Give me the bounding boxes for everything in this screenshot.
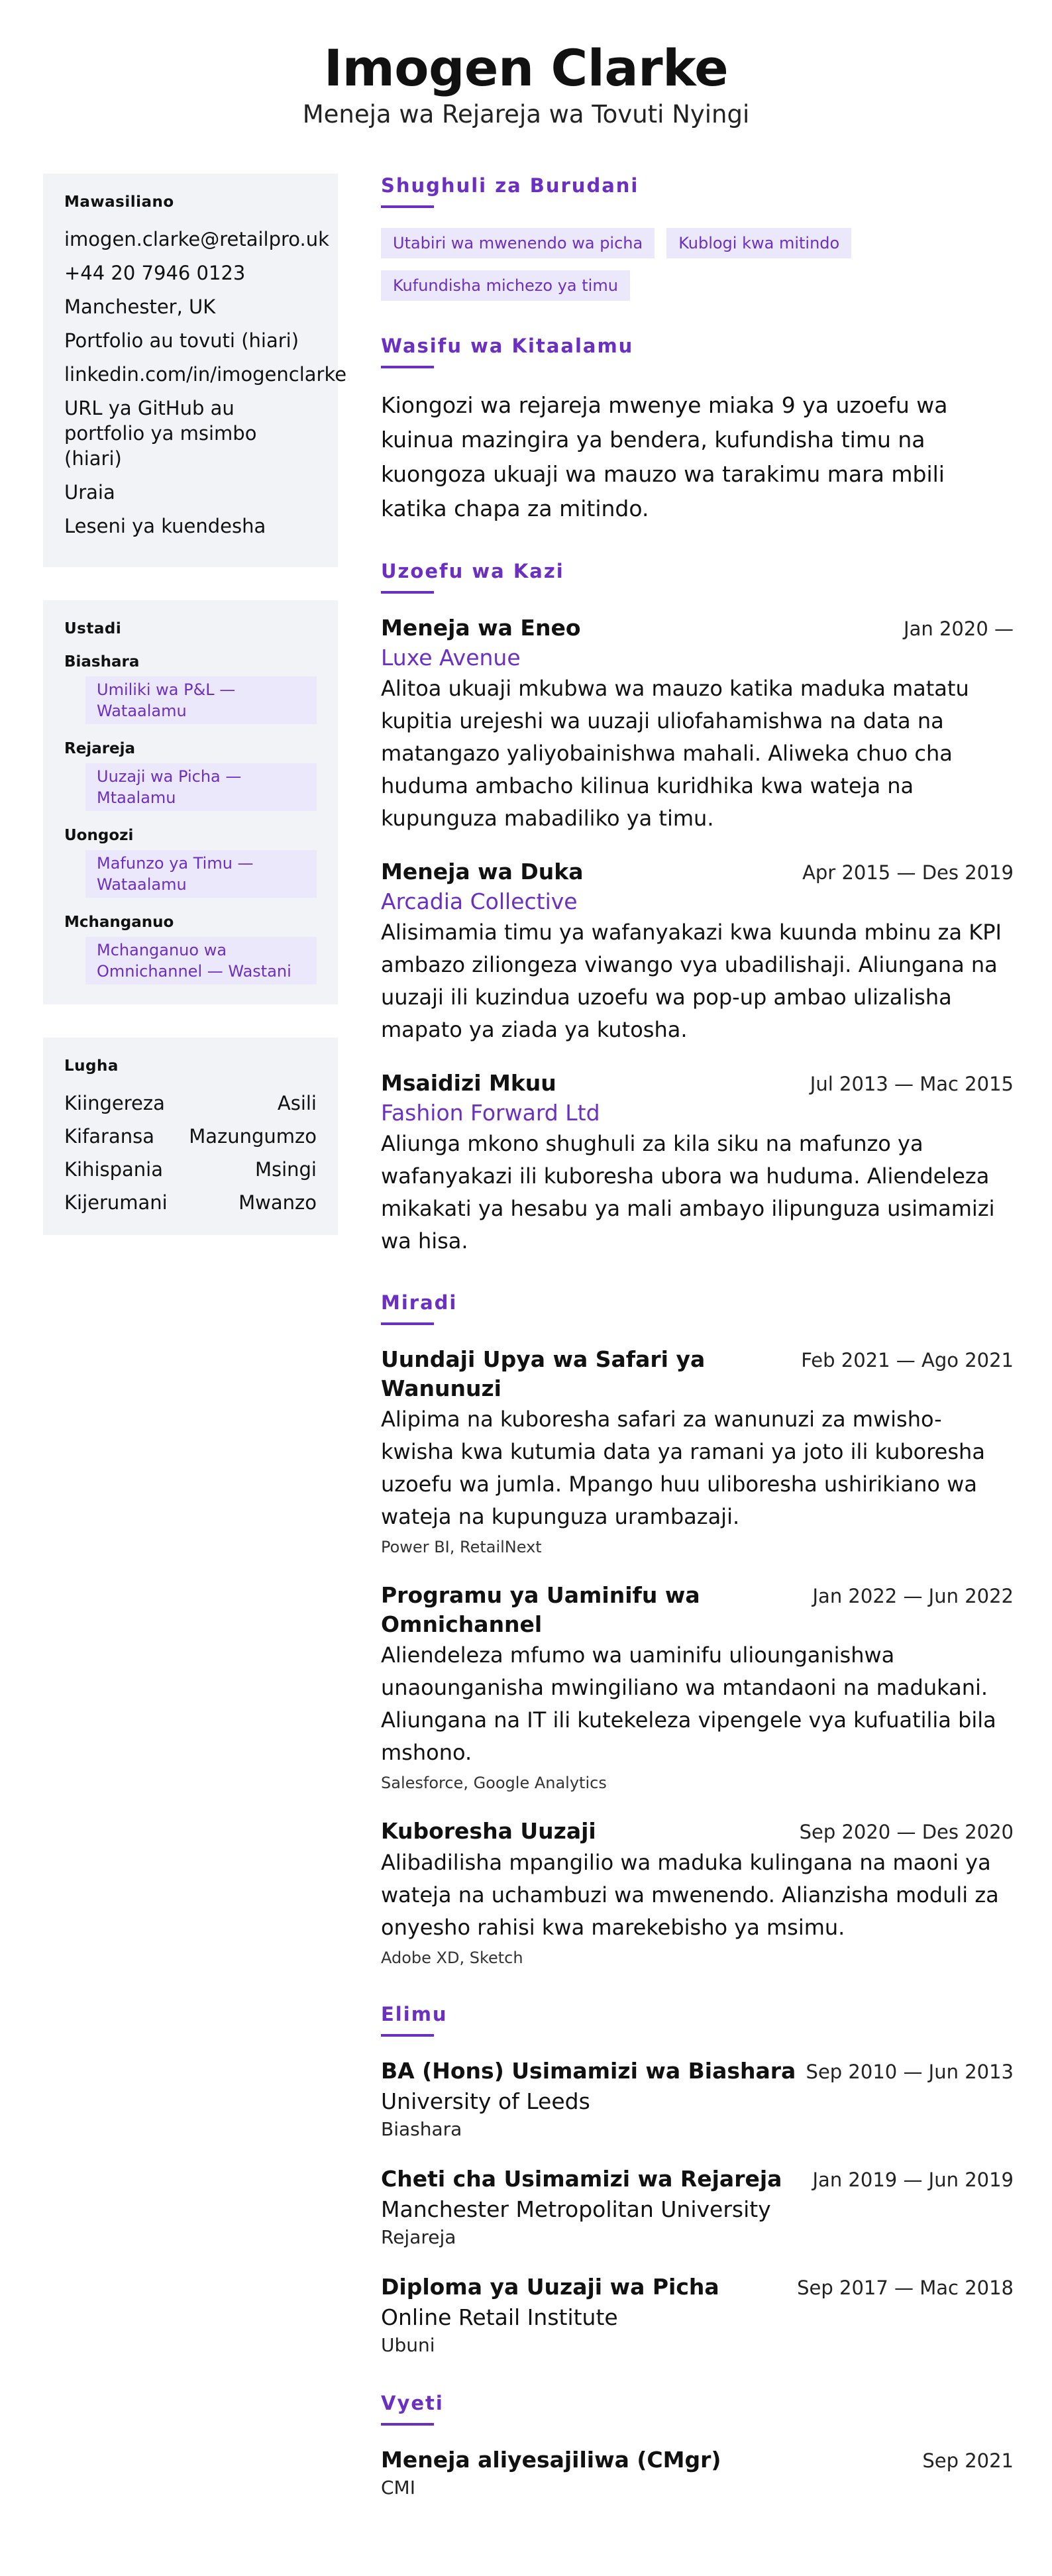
certifications-section	[381, 2391, 1014, 2500]
sidebar	[43, 174, 347, 1268]
languages-card	[43, 1038, 338, 1235]
job-description: Alitoa ukuaji mkubwa wa mauzo katika maduka matatu kupitia urejeshi wa uuzaji uliofahamishwa na data na matangazo yaliyobainishwa mahali. Aliweka chuo cha huduma ambacho kilinua kuridhika kwa wateja na kupunguza mabadiliko ya timu.	[381, 676, 969, 831]
experience-section	[381, 559, 1014, 1258]
degree-title: Diploma ya Uuzaji wa Picha	[381, 2274, 719, 2300]
contact-email[interactable]: imogen.clarke@retailpro.uk	[64, 228, 329, 250]
section-divider	[381, 591, 434, 594]
job-title: Meneja wa Duka	[381, 859, 584, 885]
skill-tag: Uuzaji wa Picha — Mtaalamu	[85, 763, 317, 811]
skill-group	[64, 653, 317, 724]
job-company: Luxe Avenue	[381, 645, 521, 671]
projects-section	[381, 1291, 1014, 1969]
degree-title: Cheti cha Usimamizi wa Rejareja	[381, 2166, 782, 2192]
job-date: Apr 2015 — Des 2019	[802, 861, 1014, 884]
candidate-tagline: Meneja wa Rejareja wa Tovuti Nyingi	[302, 100, 750, 129]
job-title: Msaidizi Mkuu	[381, 1070, 556, 1096]
skill-group	[64, 914, 317, 985]
contact-linkedin[interactable]: linkedin.com/in/imogenclarke	[64, 363, 347, 386]
contact-phone[interactable]: +44 20 7946 0123	[64, 262, 246, 284]
project-tools: Salesforce, Google Analytics	[381, 1774, 607, 1792]
skill-category: Mchanganuo	[64, 914, 174, 931]
project-date: Jan 2022 — Jun 2022	[812, 1585, 1014, 1607]
section-divider	[381, 205, 434, 208]
section-title: Vyeti	[381, 2392, 444, 2414]
project-date: Feb 2021 — Ago 2021	[801, 1349, 1014, 1371]
project-tools: Power BI, RetailNext	[381, 1538, 542, 1556]
skill-tag: Umiliki wa P&L — Wataalamu	[85, 676, 317, 724]
job-company: Fashion Forward Ltd	[381, 1100, 600, 1126]
language-name: Kihispania	[64, 1158, 164, 1181]
skill-category: Rejareja	[64, 740, 136, 757]
summary-text: Kiongozi wa rejareja mwenye miaka 9 ya uzoefu wa kuinua mazingira ya bendera, kufundisha timu na kuongoza ukuaji wa mauzo wa tarakimu mara mbili katika chapa za mitindo.	[381, 392, 948, 521]
hobby-tag: Kublogi kwa mitindo	[666, 228, 851, 258]
education-entry	[381, 2273, 1014, 2358]
field-of-study: Rejareja	[381, 2226, 456, 2248]
project-description: Aliendeleza mfumo wa uaminifu uliounganishwa unaounganisha mwingiliano wa mtandaoni na madukani. Aliungana na IT ili kutekeleza vipengele vya kufuatilia bila mshono.	[381, 1642, 996, 1765]
degree-date: Sep 2017 — Mac 2018	[797, 2277, 1014, 2299]
contact-location: Manchester, UK	[64, 295, 216, 318]
project-description: Alipima na kuboresha safari za wanunuzi za mwisho-kwisha kwa kutumia data ya ramani ya joto ili kuboresha uzoefu wa jumla. Mpango huu uliboresha ushirikiano wa wateja na kupunguza urambazaji.	[381, 1407, 985, 1529]
language-level: Mwanzo	[238, 1191, 317, 1214]
experience-entry	[381, 857, 1014, 1046]
section-title: Wasifu wa Kitaalamu	[381, 335, 634, 357]
contact-portfolio: Portfolio au tovuti (hiari)	[64, 329, 299, 352]
job-date: Jan 2020 —	[904, 617, 1014, 640]
experience-entry	[381, 614, 1014, 835]
certification-date: Sep 2021	[922, 2449, 1014, 2472]
contact-title: Mawasiliano	[64, 193, 174, 211]
section-divider	[381, 2423, 434, 2426]
section-divider	[381, 1322, 434, 1325]
section-title: Miradi	[381, 1291, 458, 1314]
section-title: Uzoefu wa Kazi	[381, 560, 564, 582]
job-description: Alisimamia timu ya wafanyakazi kwa kuunda mbinu za KPI ambazo ziliongeza viwango vya ubadilishaji. Aliungana na uuzaji ili kuzindua uzoefu wa pop-up ambao ulizalisha mapato ya ziada ya kutosha.	[381, 920, 1002, 1042]
skill-group	[64, 740, 317, 811]
language-level: Asili	[277, 1092, 317, 1114]
skill-group	[64, 827, 317, 898]
job-company: Arcadia Collective	[381, 888, 578, 914]
candidate-name: Imogen Clarke	[323, 38, 729, 97]
project-tools: Adobe XD, Sketch	[381, 1949, 523, 1967]
education-entry	[381, 2057, 1014, 2142]
skills-title: Ustadi	[64, 620, 122, 637]
language-name: Kiingereza	[64, 1092, 165, 1114]
experience-entry	[381, 1069, 1014, 1258]
section-title: Elimu	[381, 2003, 448, 2025]
project-date: Sep 2020 — Des 2020	[799, 1821, 1014, 1843]
hobby-tag: Kufundisha michezo ya timu	[381, 270, 630, 301]
education-section	[381, 2002, 1014, 2358]
skill-tag: Mafunzo ya Timu — Wataalamu	[85, 850, 317, 898]
language-level: Msingi	[254, 1158, 317, 1181]
job-title: Meneja wa Eneo	[381, 615, 581, 641]
institution: Online Retail Institute	[381, 2304, 618, 2330]
certification-name: Meneja aliyesajiliwa (CMgr)	[381, 2447, 721, 2473]
language-name: Kifaransa	[64, 1125, 155, 1148]
project-title: Programu ya Uaminifu wa Omnichannel	[381, 1582, 700, 1637]
project-entry	[381, 1581, 1014, 1794]
degree-title: BA (Hons) Usimamizi wa Biashara	[381, 2058, 796, 2084]
section-divider	[381, 2034, 434, 2037]
contact-driving-license: Leseni ya kuendesha	[64, 515, 266, 537]
summary-section	[381, 334, 1014, 526]
hobby-tags	[381, 228, 898, 301]
project-entry	[381, 1345, 1014, 1558]
skill-category: Uongozi	[64, 827, 134, 844]
skill-tag: Mchanganuo wa Omnichannel — Wastani	[85, 937, 317, 985]
certification-issuer: CMI	[381, 2477, 415, 2498]
skill-category: Biashara	[64, 653, 140, 671]
contact-card	[43, 174, 347, 567]
contact-nationality: Uraia	[64, 481, 115, 504]
education-entry	[381, 2165, 1014, 2250]
resume-header	[0, 0, 1052, 130]
field-of-study: Ubuni	[381, 2334, 435, 2356]
contact-github: URL ya GitHub au portfolio ya msimbo (hiari)	[64, 397, 257, 470]
main-content	[381, 174, 1014, 2534]
section-divider	[381, 366, 434, 368]
language-row	[64, 1157, 317, 1182]
field-of-study: Biashara	[381, 2118, 462, 2140]
language-row	[64, 1190, 317, 1215]
institution: Manchester Metropolitan University	[381, 2196, 771, 2222]
hobby-tag: Utabiri wa mwenendo wa picha	[381, 228, 655, 258]
language-level: Mazungumzo	[189, 1125, 317, 1148]
project-title: Uundaji Upya wa Safari ya Wanunuzi	[381, 1346, 706, 1401]
language-row	[64, 1091, 317, 1116]
language-row	[64, 1124, 317, 1149]
degree-date: Sep 2010 — Jun 2013	[806, 2061, 1014, 2083]
hobbies-section	[381, 174, 1014, 301]
job-date: Jul 2013 — Mac 2015	[810, 1073, 1014, 1095]
certification-entry	[381, 2445, 1014, 2500]
institution: University of Leeds	[381, 2088, 590, 2114]
section-title: Shughuli za Burudani	[381, 174, 639, 197]
languages-title: Lugha	[64, 1057, 119, 1075]
project-description: Alibadilisha mpangilio wa maduka kulingana na maoni ya wateja na uchambuzi wa mwenendo. Alianzisha moduli za onyesho rahisi kwa marekebisho ya msimu.	[381, 1850, 999, 1940]
project-title: Kuboresha Uuzaji	[381, 1818, 596, 1844]
project-entry	[381, 1817, 1014, 1969]
language-name: Kijerumani	[64, 1191, 168, 1214]
job-description: Aliunga mkono shughuli za kila siku na mafunzo ya wafanyakazi ili kuboresha ubora wa huduma. Aliendeleza mikakati ya hesabu ya mali ambayo ilipunguza usimamizi wa hisa.	[381, 1131, 995, 1254]
degree-date: Jan 2019 — Jun 2019	[812, 2169, 1014, 2191]
skills-card	[43, 600, 338, 1004]
